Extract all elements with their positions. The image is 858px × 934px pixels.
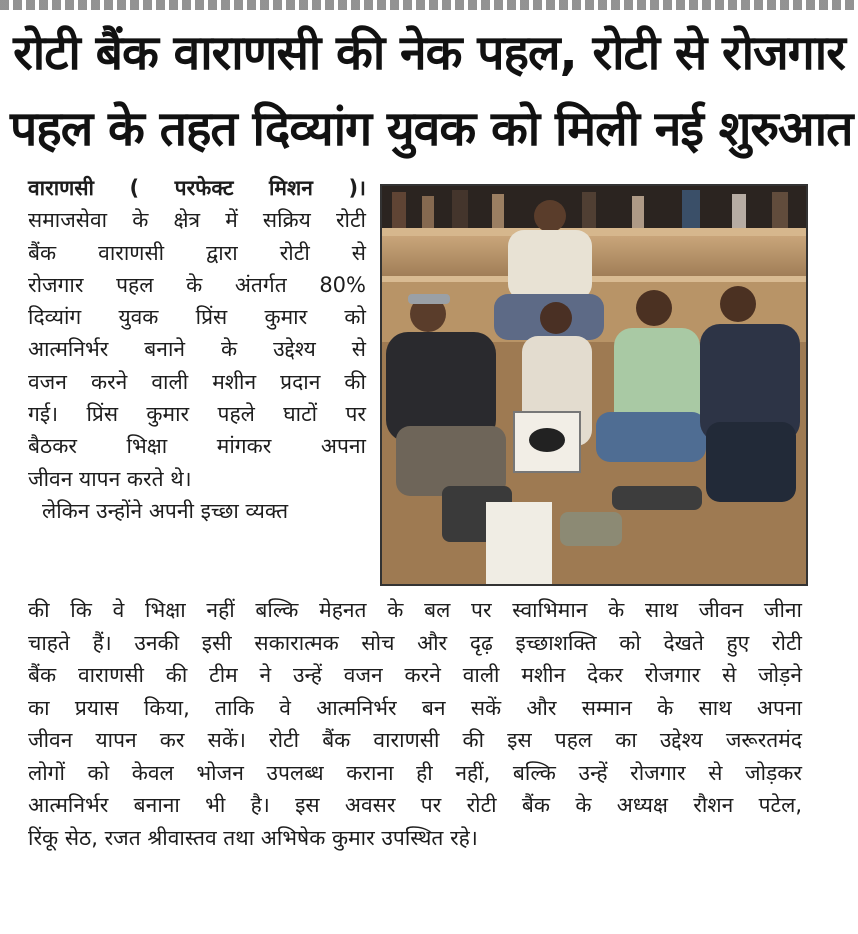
body-line: समाजसेवा के क्षेत्र में सक्रिय रोटी — [28, 208, 366, 233]
narrow-column — [28, 172, 366, 527]
body-line: जीवन यापन करते थे। — [28, 466, 192, 491]
body-line: दिव्यांग युवक प्रिंस कुमार को — [28, 305, 366, 330]
dateline: वाराणसी ( परफेक्ट मिशन )। — [28, 176, 366, 200]
body-line: बैंक वाराणसी द्वारा रोटी से — [28, 240, 366, 265]
headline-line-2: पहल के तहत दिव्यांग युवक को मिली नई शुरुआत — [10, 101, 853, 157]
body-line: लोगों को केवल भोजन उपलब्ध कराना ही नहीं, बल्कि उन्हें रोजगार से जोड़कर — [28, 760, 802, 785]
body-line: आत्मनिर्भर बनाना भी है। इस अवसर पर रोटी बैंक के अध्यक्ष रौशन पटेल, — [28, 793, 802, 817]
headline-line-1: रोटी बैंक वाराणसी की नेक पहल, रोटी से रोजगार — [13, 25, 845, 81]
news-photo — [380, 184, 808, 586]
body-line: जीवन यापन कर सकें। रोटी बैंक वाराणसी की इस पहल का उद्देश्य जरूरतमंद — [28, 728, 802, 752]
body-line: रोजगार पहल के अंतर्गत 80% — [28, 272, 366, 297]
body-line: बैठकर भिक्षा मांगकर अपना — [28, 434, 366, 459]
body-line: रिंकू सेठ, रजत श्रीवास्तव तथा अभिषेक कुमार उपस्थित रहे। — [28, 825, 478, 850]
body-line: गई। प्रिंस कुमार पहले घाटों पर — [28, 402, 366, 427]
body-line: का प्रयास किया, ताकि वे आत्मनिर्भर बन सकें और सम्मान के साथ अपना — [28, 695, 802, 720]
body-line: लेकिन उन्होंने अपनी इच्छा व्यक्त — [42, 498, 289, 523]
body-line: चाहते हैं। उनकी इसी सकारात्मक सोच और दृढ़ इच्छाशक्ति को देखते हुए रोटी — [28, 630, 802, 655]
clipped-text-above — [0, 0, 858, 10]
body-line: आत्मनिर्भर बनाने के उद्देश्य से — [28, 337, 366, 362]
body-line: वजन करने वाली मशीन प्रदान की — [28, 369, 366, 394]
body-line: की कि वे भिक्षा नहीं बल्कि मेहनत के बल पर स्वाभिमान के साथ जीवन जीना — [28, 598, 802, 622]
body-line: बैंक वाराणसी की टीम ने उन्हें वजन करने वाली मशीन देकर रोजगार से जोड़ने — [28, 663, 802, 687]
full-width-body — [28, 594, 802, 854]
